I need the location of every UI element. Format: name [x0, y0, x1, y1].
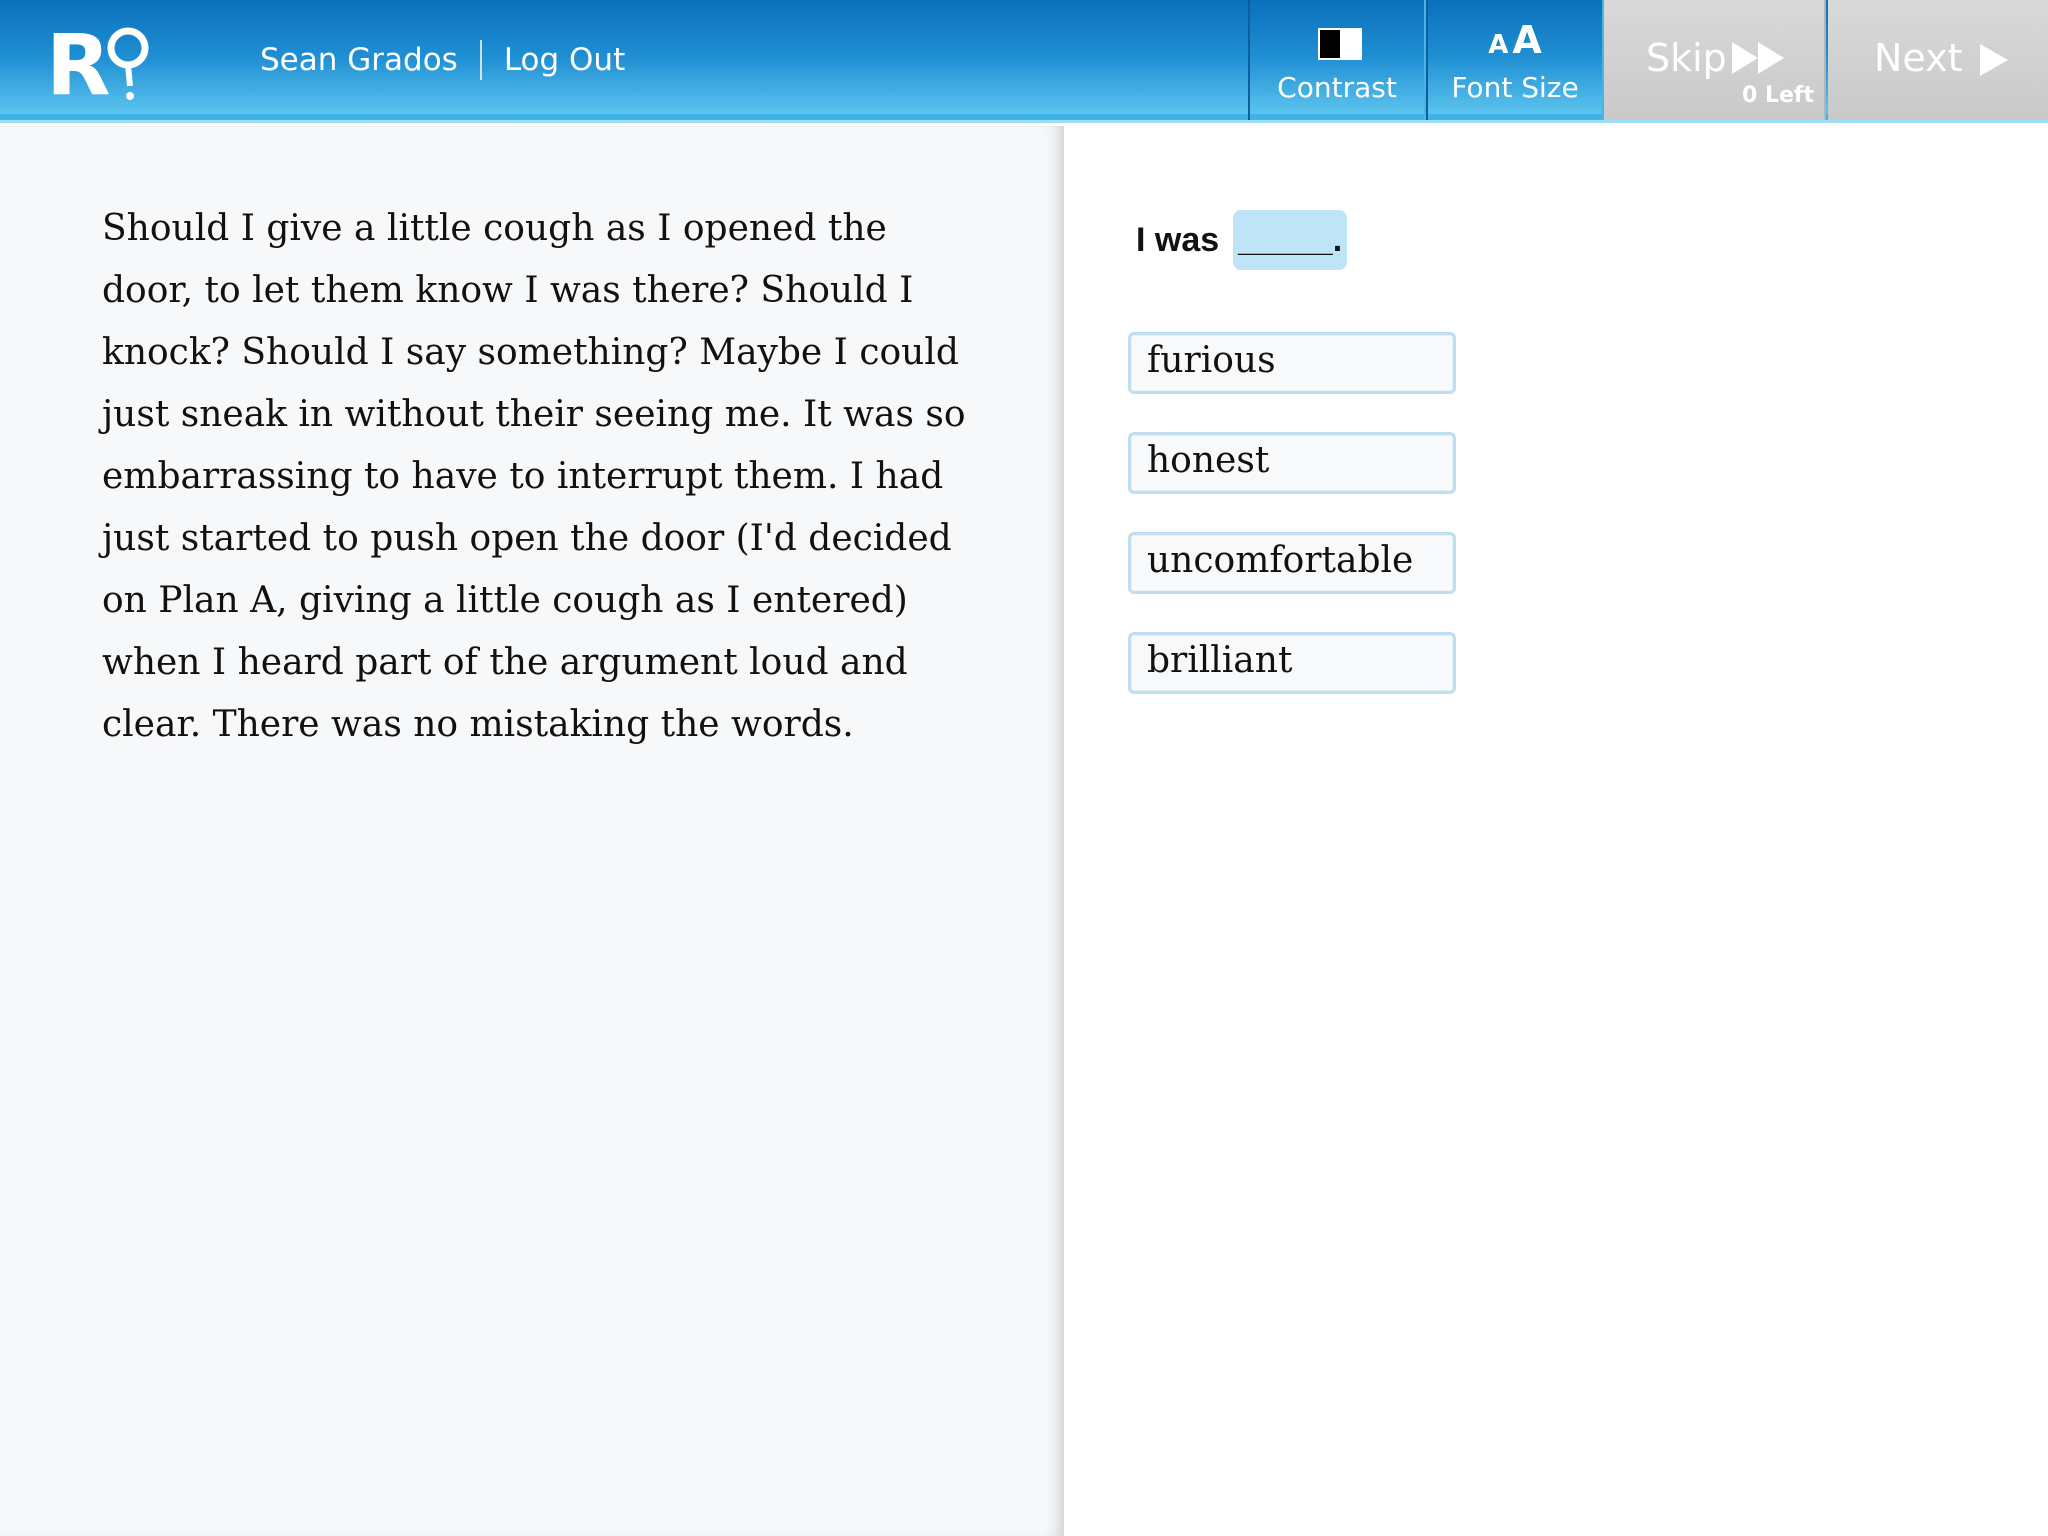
reader-magnifier-logo-icon — [46, 24, 156, 104]
next-button[interactable] — [1828, 0, 2048, 120]
font-size-button[interactable] — [1426, 0, 1604, 120]
font-size-icon: A A — [1488, 18, 1542, 62]
user-area — [260, 38, 625, 82]
choice-uncomfortable[interactable]: uncomfortable — [1128, 532, 1456, 594]
answer-blank[interactable]: _____. — [1233, 210, 1347, 270]
fast-forward-icon — [1732, 40, 1788, 76]
choice-furious[interactable]: furious — [1128, 332, 1456, 394]
font-size-label: Font Size — [1451, 71, 1579, 104]
contrast-icon — [1318, 28, 1362, 60]
passage-pane — [0, 126, 1064, 1536]
answer-choices — [1128, 332, 1456, 732]
choice-brilliant[interactable]: brilliant — [1128, 632, 1456, 694]
question-pane — [1064, 126, 2048, 1536]
skip-count: 0 Left — [1742, 83, 1814, 108]
skip-label: Skip — [1646, 36, 1727, 80]
passage-text: Should I give a little cough as I opened the door, to let them know I was there? Should I knock? Should I say something? Maybe I could just sneak in without their seeing me. It was so embarrassing to have to interrupt them. I had just started to push open the door (I'd decided on Plan A, giving a little cough as I entered) when I heard part of the argument loud and clear. There was no mistaking the words. — [102, 208, 966, 745]
user-name: Sean Grados — [260, 42, 458, 78]
play-arrow-icon — [1978, 42, 2010, 78]
divider — [480, 40, 482, 80]
logout-link[interactable]: Log Out — [503, 42, 626, 78]
contrast-label: Contrast — [1277, 71, 1397, 104]
svg-text:R: R — [46, 24, 111, 104]
question-prompt — [1136, 210, 1347, 270]
top-toolbar — [0, 0, 2048, 120]
next-label: Next — [1874, 36, 1963, 80]
contrast-button[interactable] — [1248, 0, 1426, 120]
skip-button[interactable] — [1604, 0, 1826, 120]
question-prefix: I was — [1136, 220, 1220, 259]
choice-honest[interactable]: honest — [1128, 432, 1456, 494]
